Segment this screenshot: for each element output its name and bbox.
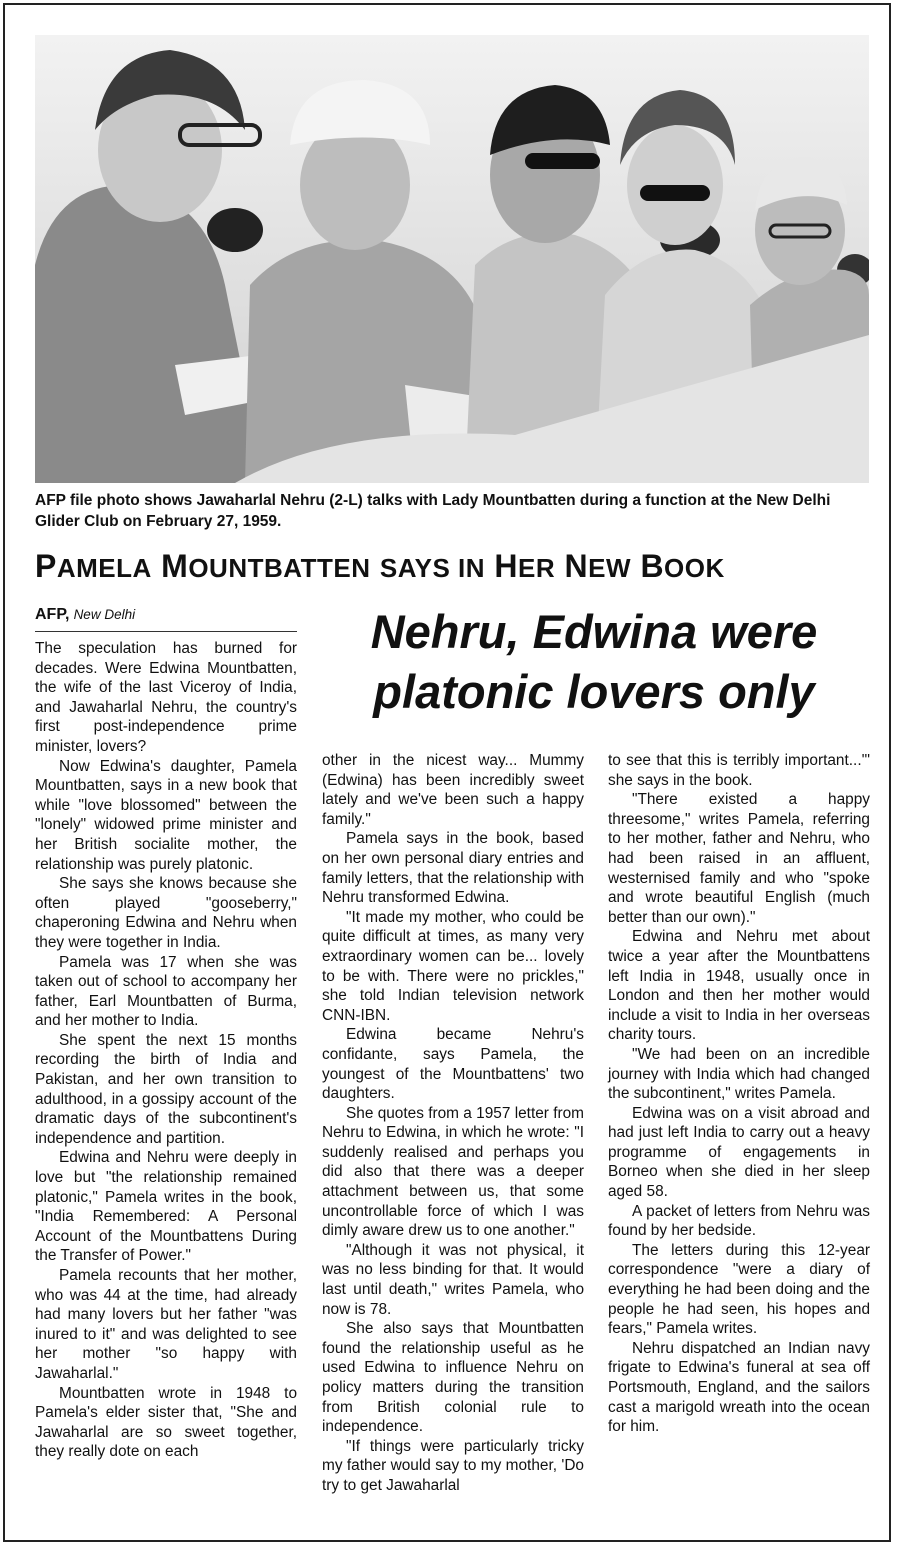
paragraph: Mountbatten wrote in 1948 to Pamela's elder sister that, "She and Jawaharlal are so sweet together, they really dote on each <box>35 1384 297 1461</box>
byline-agency: AFP, <box>35 606 70 623</box>
byline-place: New Delhi <box>73 607 136 622</box>
paragraph: She spent the next 15 months recording the birth of India and Pakistan, and her own transition to adulthood, in a gossipy account of the dramatic days of the subcontinent's independence and partition. <box>35 1031 297 1147</box>
paragraph: Pamela says in the book, based on her own personal diary entries and family letters, that the relationship with Nehru transformed Edwina. <box>322 830 584 907</box>
paragraph: She says she knows because she often played "gooseberry," chaperoning Edwina and Nehru when they were together in India. <box>35 875 297 951</box>
paragraph: "If things were particularly tricky my father would say to my mother, 'Do try to get Jawaharlal <box>322 1437 584 1494</box>
headline-line-2: platonic lovers only <box>373 665 815 718</box>
paragraph: "It made my mother, who could be quite difficult at times, as many very extraordinary women can be... lovely to be with. There were no prickles," she told Indian television network CNN-IBN. <box>322 908 584 1024</box>
headline-line-1: Nehru, Edwina were <box>370 605 818 658</box>
byline <box>35 605 297 632</box>
news-photo <box>35 35 869 483</box>
paragraph: "We had been on an incredible journey with India which had changed the subcontinent," writes Pamela. <box>608 1045 870 1103</box>
paragraph: Pamela was 17 when she was taken out of school to accompany her father, Earl Mountbatten of Burma, and her mother to India. <box>35 953 297 1030</box>
paragraph: "There existed a happy threesome," writes Pamela, referring to her mother, father and Nehru, who had been raised in an affluent, westernised family and who "spoke and wrote beautiful English (much better than our own)." <box>608 791 870 926</box>
paragraph: A packet of letters from Nehru was found by her bedside. <box>608 1202 870 1240</box>
kicker-headline: PAMELA MOUNTBATTEN SAYS IN HER NEW BOOK <box>35 548 725 584</box>
article-headline <box>314 602 874 722</box>
paragraph: Nehru dispatched an Indian navy frigate to Edwina's funeral at sea off Portsmouth, England, and the sailors cast a marigold wreath into the ocean for him. <box>608 1339 870 1436</box>
article-column-1 <box>35 639 297 1462</box>
paragraph: Edwina and Nehru were deeply in love but "the relationship remained platonic," Pamela writes in the book, "India Remembered: A Personal Account of the Mountbattens During the Transfer of Power." <box>35 1149 297 1265</box>
paragraph: to see that this is terribly important...'" she says in the book. <box>608 752 870 789</box>
article-column-2 <box>322 751 584 1496</box>
article-column-3 <box>608 751 870 1437</box>
paragraph: She quotes from a 1957 letter from Nehru to Edwina, in which he wrote: "I suddenly realised and perhaps you did also that there was a deeper attachment between us, that some uncontrollable force of which I was dimly aware drew us to one another." <box>322 1104 584 1240</box>
paragraph: The speculation has burned for decades. Were Edwina Mountbatten, the wife of the last Viceroy of India, and Jawaharlal Nehru, the country's first post-independence prime minister, lovers? <box>35 640 297 755</box>
photo-caption: AFP file photo shows Jawaharlal Nehru (2-L) talks with Lady Mountbatten during a function at the New Delhi Glider Club on February 27, 1959. <box>35 492 831 530</box>
photo-illustration <box>35 35 869 483</box>
paragraph: Edwina was on a visit abroad and had just left India to carry out a heavy programme of engagements in Borneo when she died in her sleep aged 58. <box>608 1104 870 1201</box>
paragraph: Edwina and Nehru met about twice a year after the Mountbattens left India in 1948, usually once in London and then her mother would include a visit to India in her overseas charity tours. <box>608 928 870 1044</box>
paragraph: Edwina became Nehru's confidante, says Pamela, the youngest of the Mountbattens' two daughters. <box>322 1026 584 1103</box>
paragraph: The letters during this 12-year correspondence "were a diary of everything he had been doing and the people he had seen, his hopes and fears," Pamela writes. <box>608 1241 870 1338</box>
paragraph: other in the nicest way... Mummy (Edwina) has been incredibly sweet lately and we've been such a happy family." <box>322 752 584 828</box>
paragraph: Pamela recounts that her mother, who was 44 at the time, had already had many lovers but her father "was inured to it" and was delighted to see her mother "so happy with Jawaharlal." <box>35 1267 297 1382</box>
paragraph: She also says that Mountbatten found the relationship useful as he used Edwina to influence Nehru on policy matters during the transition from British colonial rule to independence. <box>322 1320 584 1436</box>
paragraph: Now Edwina's daughter, Pamela Mountbatten, says in a new book that while "love blossomed" between the "lonely" widowed prime minister and her British socialite mother, the relationship was purely platonic. <box>35 757 297 873</box>
paragraph: "Although it was not physical, it was no less binding for that. It would last until death," writes Pamela, who now is 78. <box>322 1241 584 1318</box>
